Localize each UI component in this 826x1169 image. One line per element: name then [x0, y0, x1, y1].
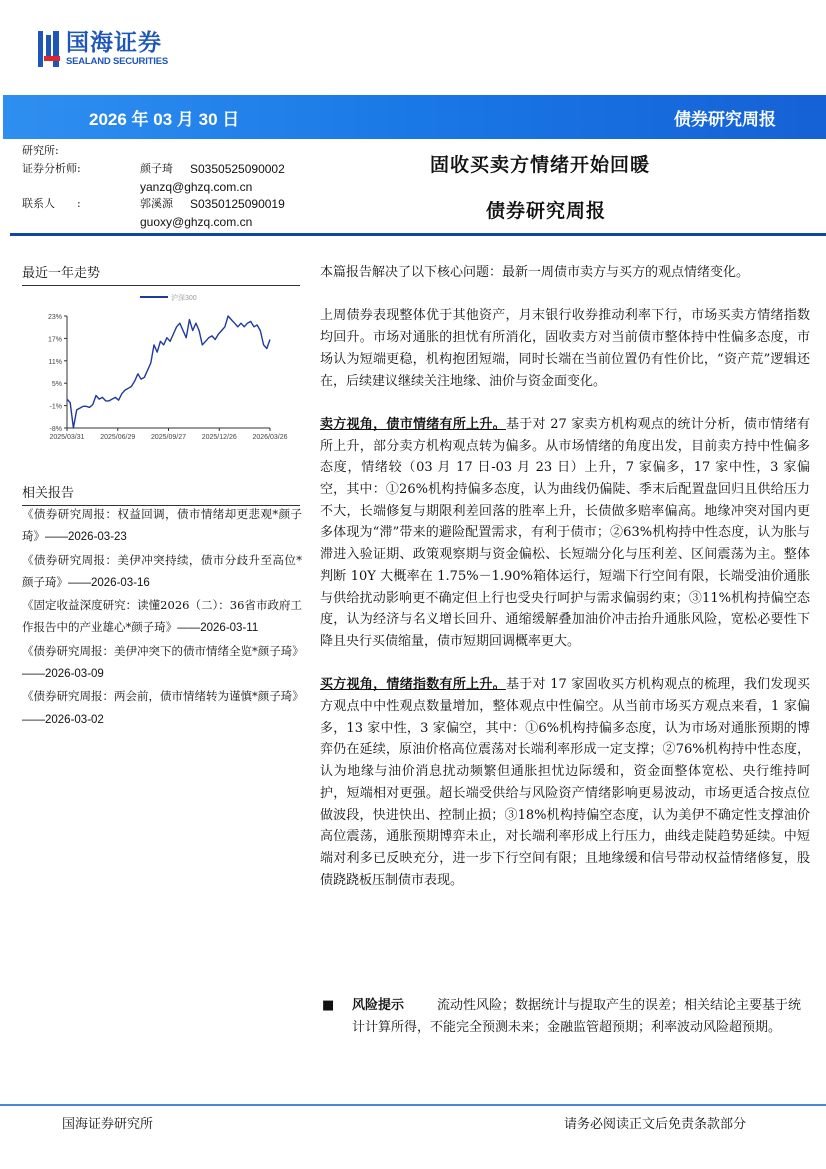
x-tick-label: 2025/06/29 — [100, 434, 136, 441]
related-report-item[interactable] — [22, 503, 302, 549]
header-banner — [3, 95, 826, 139]
bullet-square-icon: ■ — [322, 998, 335, 1013]
header-divider — [10, 233, 826, 236]
analyst-email[interactable]: yanzq@ghzq.com.cn — [140, 180, 253, 194]
buyer-view-text: 基于对 17 家固收买方机构观点的梳理，我们发现买方观点中中性观点数量增加，整体观点中性偏空。从当前市场买方观点来看，1 家偏多，13 家中性，3 家偏空，其中：①6%机构持偏多态度，认为市场对通胀预期的博弈仍在延续，原油价格高位震荡对长端利率形成一定支撑；②76%机构持中性态度，认为地缘与油价消息扰动频繁但通胀担忧边际缓和，资金面整体宽松、央行维持呵护，短端相对更强。超长端受供给与风险资产情绪影响更易波动，市场更适合按点位做波段，快进快出、控制止损；③18%机构持偏空态度，认为美伊不确定性支撑油价高位震荡，通胀预期博弈未止，对长端利率形成上行压力，曲线走陡趋势延续。中短端对利多已反映充分，进一步下行空间有限；且地缘缓和信号带动权益情绪修复，股债跷跷板压制债市表现。 — [320, 677, 810, 888]
related-report-date: ——2026-03-11 — [177, 622, 259, 635]
brand-name-en: SEALAND SECURITIES — [66, 56, 168, 67]
related-report-item[interactable] — [22, 685, 302, 731]
summary-paragraph: 上周债券表现整体优于其他资产，月末银行收券推动利率下行，市场买卖方情绪指数均回升。市场对通胀的担忧有所消化，固收卖方对当前债市整体持中性偏多态度，市场认为短端更稳，机构抱团短端，同时长端在当前位置仍有性价比，“资产荒”逻辑还在，后续建议继续关注地缘、油价与资金面变化。 — [320, 308, 810, 389]
seller-view-heading: 卖方视角，债市情绪有所上升。 — [320, 416, 506, 432]
seller-view-text: 基于对 27 家卖方机构观点的统计分析，债市情绪有所上升，部分卖方机构观点转为偏多。从市场情绪的角度出发，目前卖方持中性偏多态度，情绪较（03 月 17 日-03 月 23 日）上升，7 家偏多，17 家中性，3 家偏空，其中：①26%机构持偏多态度，认为曲线仍偏陡、季末后配置盘回归且供给压力不大，长端修复与期限利差回落的胜率上升，长债做多赔率偏高。地缘冲突对国内更多体现为“滞”带来的避险配置需求，有利于债市；②63%机构持中性态度，认为胀与滞进入验证期、政策观察期与资金偏松、长短端分化与压利差、区间震荡为主。整体判断 10Y 大概率在 1.75%－1.90%箱体运行，短端下行空间有限，长端受油价通胀与供给扰动影响更不确定但上行也受央行呵护与需求偏弱约束；③11%机构持偏空态度，认为经济与名义增长回升、通缩缓解叠加油价冲击抬升通胀风险，宽松必要性下降且央行买债缩量，债市短期回调概率更大。 — [320, 416, 810, 649]
y-tick-label: 23% — [47, 314, 62, 321]
related-report-title: 《债券研究周报：美伊冲突下的债市情绪全览*颜子琦》 — [22, 643, 304, 658]
buyer-view-heading: 买方视角，情绪指数有所上升。 — [320, 677, 506, 693]
report-body — [320, 262, 810, 913]
y-tick-label: 17% — [47, 336, 62, 344]
related-report-date: ——2026-03-09 — [22, 668, 104, 681]
related-report-title: 《债券研究周报：权益回调，债市情绪却更悲观*颜子琦》 — [22, 507, 302, 544]
footer-institute: 国海证券研究所 — [62, 1117, 154, 1132]
related-report-date: ——2026-03-02 — [22, 713, 104, 726]
risk-text: 流动性风险；数据统计与提取产生的误差；相关结论主要基于统计计算所得，不能完全预测未来；金融监管超预期；利率波动风险超预期。 — [352, 998, 802, 1035]
buyer-view-paragraph — [320, 674, 810, 891]
x-tick-label: 2025/03/31 — [49, 434, 85, 441]
y-tick-label: 5% — [51, 381, 62, 389]
related-report-date: ——2026-03-23 — [45, 531, 127, 544]
analyst-name: 颜子琦 — [140, 162, 173, 175]
report-date: 2026 年 03 月 30 日 — [89, 110, 240, 129]
institute-label: 研究所: — [22, 144, 59, 157]
contact-label: 联系人 : — [22, 197, 81, 210]
analyst-label: 证券分析师: — [22, 162, 81, 175]
contact-id: S0350125090019 — [190, 197, 285, 211]
trend-heading: 最近一年走势 — [22, 262, 300, 286]
footer-disclaimer[interactable]: 请务必阅读正文后免责条款部分 — [564, 1117, 747, 1132]
series-line-hs300 — [67, 316, 270, 428]
x-tick-label: 2025/09/27 — [150, 434, 187, 441]
x-tick-label: 2026/03/26 — [252, 434, 288, 441]
x-tick-label: 2025/12/26 — [201, 434, 237, 441]
related-report-item[interactable] — [22, 594, 302, 640]
footer-divider — [0, 1104, 826, 1106]
report-subtitle: 债券研究周报 — [486, 200, 607, 222]
analyst-info — [0, 142, 400, 232]
brand-name-cn: 国海证券 — [66, 30, 162, 56]
related-reports — [22, 503, 302, 731]
related-report-item[interactable] — [22, 549, 302, 595]
report-type: 债券研究周报 — [674, 110, 776, 130]
seller-view-paragraph — [320, 414, 810, 653]
trend-chart — [22, 288, 302, 448]
related-report-date: ——2026-03-16 — [68, 576, 150, 589]
core-question: 本篇报告解决了以下核心问题：最新一周债市卖方与买方的观点情绪变化。 — [320, 265, 750, 280]
y-tick-label: 11% — [48, 358, 62, 366]
related-heading: 相关报告 — [22, 482, 300, 506]
logo-mark-icon — [38, 31, 60, 67]
legend-label: 沪深300 — [171, 295, 197, 302]
report-title: 固收买卖方情绪开始回暖 — [430, 154, 651, 176]
y-tick-label: -8% — [49, 426, 62, 433]
related-report-title: 《固定收益深度研究：读懂2026（二）：36省市政府工作报告中的产业雄心*颜子琦》 — [22, 598, 302, 635]
y-tick-label: -1% — [49, 403, 62, 411]
contact-name: 郭溪源 — [140, 197, 173, 210]
brand-logo — [38, 30, 168, 67]
related-report-title: 《债券研究周报：美伊冲突持续，债市分歧升至高位*颜子琦》 — [22, 552, 302, 589]
analyst-id: S0350525090002 — [190, 162, 285, 176]
related-report-title: 《债券研究周报：两会前，债市情绪转为谨慎*颜子琦》 — [22, 689, 304, 704]
contact-email[interactable]: guoxy@ghzq.com.cn — [140, 215, 253, 229]
related-report-item[interactable] — [22, 640, 302, 686]
risk-heading: 风险提示 — [352, 998, 405, 1013]
